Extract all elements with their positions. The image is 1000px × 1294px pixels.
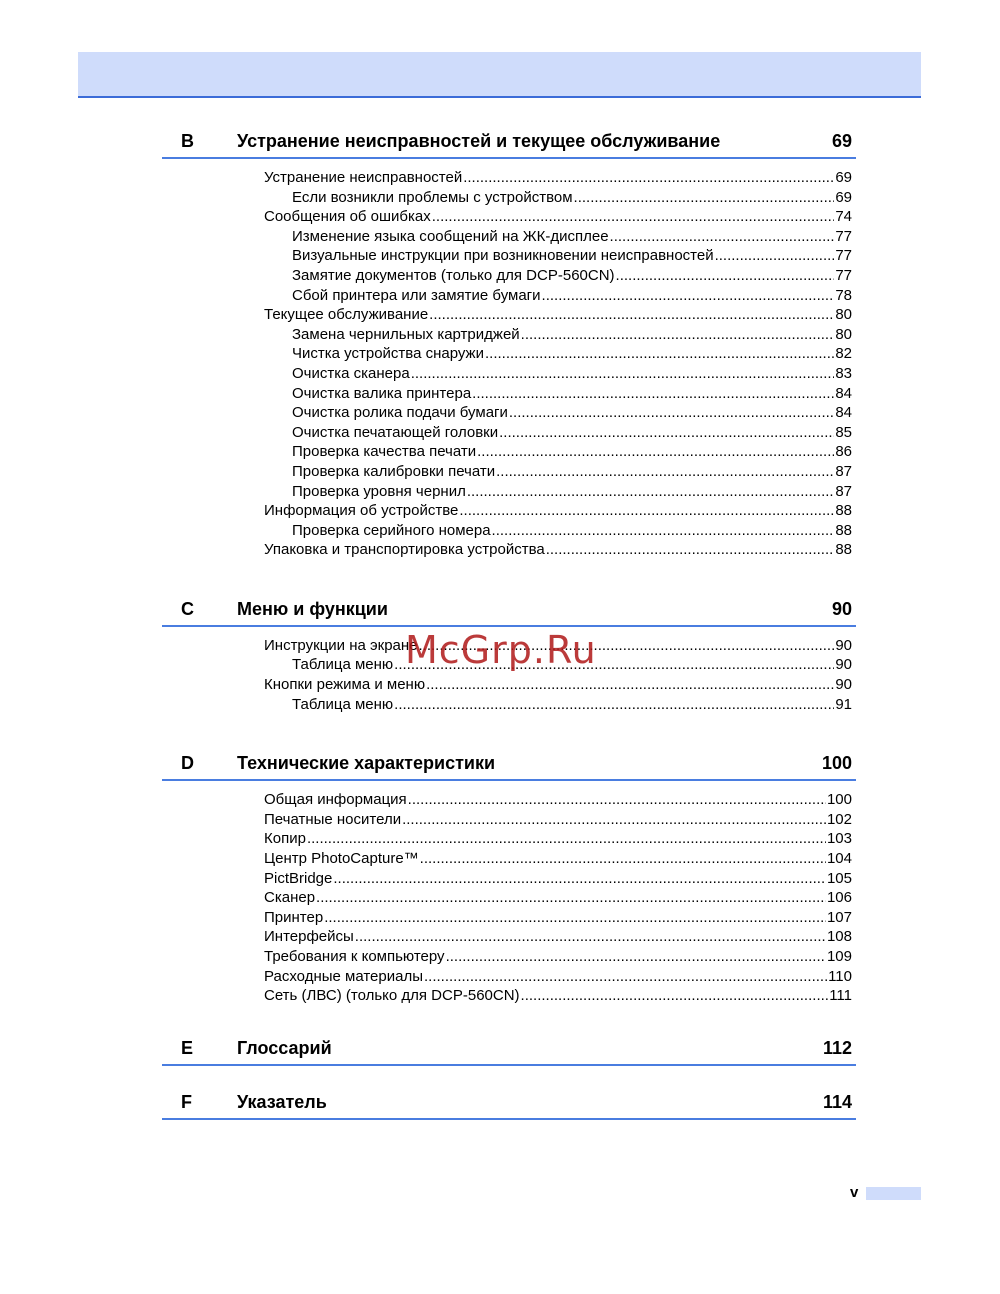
- entry-title: Проверка калибровки печати: [292, 462, 496, 480]
- page-number: v: [850, 1184, 859, 1201]
- chapter-heading[interactable]: [162, 1086, 856, 1120]
- entry-page-number: 86: [835, 443, 852, 461]
- toc-entry[interactable]: [162, 501, 856, 521]
- entry-page-number: 74: [835, 208, 852, 226]
- dot-leader: [316, 888, 826, 908]
- entry-page-number: 84: [835, 384, 852, 402]
- entry-page-number: 77: [835, 227, 852, 245]
- entry-title: Замена чернильных картриджей: [292, 325, 520, 343]
- entry-title: Чистка устройства снаружи: [292, 345, 484, 363]
- entry-title: Требования к компьютеру: [264, 948, 445, 965]
- entry-title: Инструкции на экране: [264, 636, 418, 654]
- toc-entry[interactable]: [162, 986, 856, 1006]
- entry-page-number: 87: [835, 462, 852, 480]
- entry-page-number: 111: [829, 987, 852, 1005]
- dot-leader: [467, 482, 834, 502]
- watermark: McGrp.Ru: [405, 628, 597, 672]
- chapter-letter: B: [181, 131, 194, 151]
- toc-entry[interactable]: [162, 908, 856, 928]
- entry-title: Очистка валика принтера: [292, 384, 472, 402]
- dot-leader: [333, 869, 826, 889]
- entry-page-number: 108: [826, 928, 852, 946]
- chapter-heading[interactable]: [162, 1032, 856, 1066]
- dot-leader: [307, 829, 826, 849]
- entry-title: Очистка сканера: [292, 364, 410, 382]
- dot-leader: [521, 325, 835, 345]
- dot-leader: [499, 423, 834, 443]
- entry-page-number: 69: [835, 169, 852, 186]
- entry-title: Упаковка и транспортировка устройства: [264, 541, 545, 559]
- toc-entry[interactable]: [162, 869, 856, 889]
- toc-subentry[interactable]: [162, 286, 856, 306]
- toc-subentry[interactable]: [162, 188, 856, 208]
- chapter-b: [162, 125, 856, 560]
- dot-leader: [492, 521, 835, 541]
- dot-leader: [509, 403, 834, 423]
- toc-subentry[interactable]: [162, 462, 856, 482]
- entry-page-number: 69: [835, 188, 852, 206]
- entry-title: Проверка качества печати: [292, 443, 477, 461]
- dot-leader: [477, 442, 834, 462]
- dot-leader: [485, 344, 834, 364]
- entry-page-number: 88: [835, 521, 852, 539]
- entry-page-number: 82: [835, 345, 852, 363]
- toc-entry[interactable]: [162, 947, 856, 967]
- dot-leader: [394, 695, 834, 715]
- entry-title: Таблица меню: [292, 656, 394, 674]
- entry-title: PictBridge: [264, 869, 333, 887]
- entry-page-number: 77: [835, 266, 852, 284]
- toc-subentry[interactable]: [162, 384, 856, 404]
- toc-entry[interactable]: [162, 675, 856, 695]
- entry-list: [162, 159, 856, 560]
- entry-title: Сеть (ЛВС) (только для DCP-560CN): [264, 987, 520, 1005]
- toc-entry[interactable]: [162, 829, 856, 849]
- entry-title: Очистка печатающей головки: [292, 423, 499, 441]
- chapter-title: Устранение неисправностей и текущее обслуживание: [237, 131, 721, 151]
- toc-entry[interactable]: [162, 888, 856, 908]
- entry-title: Печатные носители: [264, 810, 402, 828]
- dot-leader: [546, 540, 835, 560]
- toc-entry[interactable]: [162, 927, 856, 947]
- dot-leader: [574, 188, 835, 208]
- entry-page-number: 100: [826, 791, 852, 809]
- entry-page-number: 90: [835, 676, 852, 694]
- chapter-letter: D: [181, 753, 194, 774]
- toc-subentry[interactable]: [162, 695, 856, 715]
- dot-leader: [446, 947, 826, 967]
- entry-title: Замятие документов (только для DCP-560CN): [292, 266, 615, 284]
- toc-entry[interactable]: [162, 207, 856, 227]
- chapter-heading[interactable]: [162, 747, 856, 781]
- entry-title: Проверка уровня чернил: [292, 482, 466, 500]
- entry-page-number: 109: [826, 948, 852, 965]
- toc-entry[interactable]: [162, 849, 856, 869]
- toc-subentry[interactable]: [162, 266, 856, 286]
- table-of-contents: [162, 125, 856, 1120]
- toc-subentry[interactable]: [162, 423, 856, 443]
- dot-leader: [459, 501, 834, 521]
- dot-leader: [432, 207, 835, 227]
- toc-entry[interactable]: [162, 305, 856, 325]
- chapter-f: [162, 1086, 856, 1120]
- page-tab: [866, 1187, 921, 1200]
- header-band: [78, 52, 921, 98]
- toc-entry[interactable]: [162, 168, 856, 188]
- entry-title: Принтер: [264, 908, 324, 926]
- toc-subentry[interactable]: [162, 344, 856, 364]
- chapter-letter: C: [181, 598, 194, 619]
- entry-title: Если возникли проблемы с устройством: [292, 188, 573, 206]
- entry-title: Интерфейсы: [264, 928, 354, 946]
- dot-leader: [542, 286, 835, 306]
- entry-title: Сбой принтера или замятие бумаги: [292, 286, 541, 304]
- dot-leader: [424, 967, 827, 987]
- toc-subentry[interactable]: [162, 325, 856, 345]
- chapter-heading[interactable]: [162, 125, 856, 159]
- dot-leader: [355, 927, 826, 947]
- chapter-page-number: 69: [831, 131, 852, 151]
- chapter-heading[interactable]: [162, 593, 856, 627]
- dot-leader: [472, 384, 834, 404]
- entry-page-number: 85: [835, 423, 852, 441]
- dot-leader: [411, 364, 835, 384]
- dot-leader: [426, 675, 834, 695]
- entry-title: Визуальные инструкции при возникновении неисправностей: [292, 247, 714, 265]
- entry-page-number: 90: [835, 656, 852, 674]
- dot-leader: [402, 810, 826, 830]
- dot-leader: [463, 168, 834, 188]
- entry-title: Устранение неисправностей: [264, 169, 463, 186]
- dot-leader: [324, 908, 826, 928]
- entry-title: Копир: [264, 830, 306, 848]
- entry-page-number: 107: [826, 908, 852, 926]
- entry-page-number: 77: [835, 247, 852, 265]
- toc-subentry[interactable]: [162, 227, 856, 247]
- entry-page-number: 87: [835, 482, 852, 500]
- entry-page-number: 90: [835, 636, 852, 654]
- entry-title: Центр PhotoCapture™: [264, 850, 419, 868]
- entry-title: Очистка ролика подачи бумаги: [292, 404, 508, 422]
- chapter-letter: E: [181, 1037, 194, 1058]
- entry-page-number: 105: [826, 869, 852, 887]
- chapter-page-number: 112: [822, 1037, 852, 1058]
- entry-page-number: 103: [826, 830, 852, 848]
- dot-leader: [496, 462, 834, 482]
- chapter-e: [162, 1032, 856, 1066]
- entry-page-number: 104: [826, 850, 852, 868]
- toc-subentry[interactable]: [162, 442, 856, 462]
- chapter-page-number: 114: [822, 1091, 852, 1112]
- toc-entry[interactable]: [162, 967, 856, 987]
- toc-entry[interactable]: [162, 790, 856, 810]
- toc-subentry[interactable]: [162, 246, 856, 266]
- entry-page-number: 83: [835, 364, 852, 382]
- chapter-title: Глоссарий: [237, 1037, 332, 1058]
- entry-title: Расходные материалы: [264, 967, 423, 985]
- entry-title: Таблица меню: [292, 695, 394, 713]
- toc-entry[interactable]: [162, 540, 856, 560]
- entry-page-number: 84: [835, 404, 852, 422]
- entry-title: Проверка серийного номера: [292, 521, 491, 539]
- chapter-title: Меню и функции: [237, 598, 388, 619]
- entry-list: [162, 781, 856, 1006]
- dot-leader: [408, 790, 826, 810]
- chapter-page-number: 90: [831, 598, 852, 619]
- entry-page-number: 91: [835, 695, 852, 713]
- entry-page-number: 106: [826, 889, 852, 907]
- toc-entry[interactable]: [162, 810, 856, 830]
- entry-title: Кнопки режима и меню: [264, 676, 426, 694]
- chapter-page-number: 100: [821, 753, 852, 774]
- entry-page-number: 102: [826, 810, 852, 828]
- entry-page-number: 80: [835, 306, 852, 324]
- entry-page-number: 88: [835, 502, 852, 520]
- dot-leader: [521, 986, 829, 1006]
- entry-title: Изменение языка сообщений на ЖК-дисплее: [292, 227, 609, 245]
- entry-page-number: 88: [835, 541, 852, 559]
- entry-title: Сообщения об ошибках: [264, 208, 431, 226]
- toc-subentry[interactable]: [162, 364, 856, 384]
- entry-title: Сканер: [264, 889, 316, 907]
- toc-subentry[interactable]: [162, 521, 856, 541]
- dot-leader: [715, 246, 835, 266]
- dot-leader: [429, 305, 834, 325]
- entry-page-number: 110: [828, 967, 852, 985]
- entry-title: Общая информация: [264, 791, 407, 809]
- dot-leader: [616, 266, 835, 286]
- chapter-title: Технические характеристики: [237, 753, 496, 774]
- dot-leader: [610, 227, 835, 247]
- chapter-title: Указатель: [237, 1091, 327, 1112]
- toc-subentry[interactable]: [162, 403, 856, 423]
- chapter-d: [162, 747, 856, 1006]
- entry-title: Текущее обслуживание: [264, 306, 429, 324]
- entry-page-number: 78: [835, 286, 852, 304]
- entry-title: Информация об устройстве: [264, 502, 459, 520]
- entry-page-number: 80: [835, 325, 852, 343]
- chapter-letter: F: [181, 1091, 192, 1112]
- dot-leader: [420, 849, 826, 869]
- toc-subentry[interactable]: [162, 482, 856, 502]
